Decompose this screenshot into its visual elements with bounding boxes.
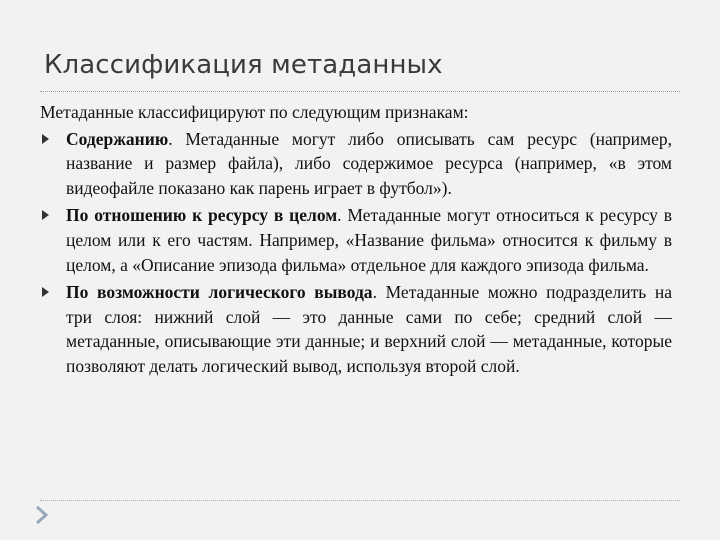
- footer-divider: [40, 500, 680, 501]
- bullet-item-inference: [40, 280, 672, 378]
- bullet-item-relation: [40, 203, 672, 277]
- triangle-right-icon: [42, 134, 49, 144]
- bullet-text: . Метаданные могут либо описывать сам ресурс (например, название и размер файла), либо содержимое ресурса (например, «в этом видеофайле показано как парень играет в футбол»).: [66, 128, 672, 198]
- bullet-text: . Метаданные могут относиться к ресурсу в целом или к его частям. Например, «Название фильма» относится к фильму в целом, а «Описание эпизода фильма» отдельное для каждого эпизода фильма.: [66, 205, 672, 275]
- chevron-right-icon: [34, 504, 50, 526]
- slide-title: Классификация метаданных: [44, 50, 443, 80]
- bullet-item-content: [40, 127, 672, 201]
- bullet-text: . Метаданные можно подразделить на три слоя: нижний слой — это данные сами по себе; средний слой — метаданные, описывающие эти данные; и верхний слой — метаданные, которые позволяют делать логический вывод, используя второй слой.: [66, 282, 672, 376]
- bullet-term: По отношению к ресурсу в целом: [66, 205, 338, 226]
- triangle-right-icon: [42, 287, 49, 297]
- bullet-term: Содержанию: [66, 128, 169, 149]
- intro-text: Метаданные классифицируют по следующим признакам:: [40, 102, 469, 122]
- slide-content: [40, 100, 672, 382]
- triangle-right-icon: [42, 210, 49, 220]
- bullet-term: По возможности логического вывода: [66, 282, 373, 303]
- title-divider: [40, 91, 680, 92]
